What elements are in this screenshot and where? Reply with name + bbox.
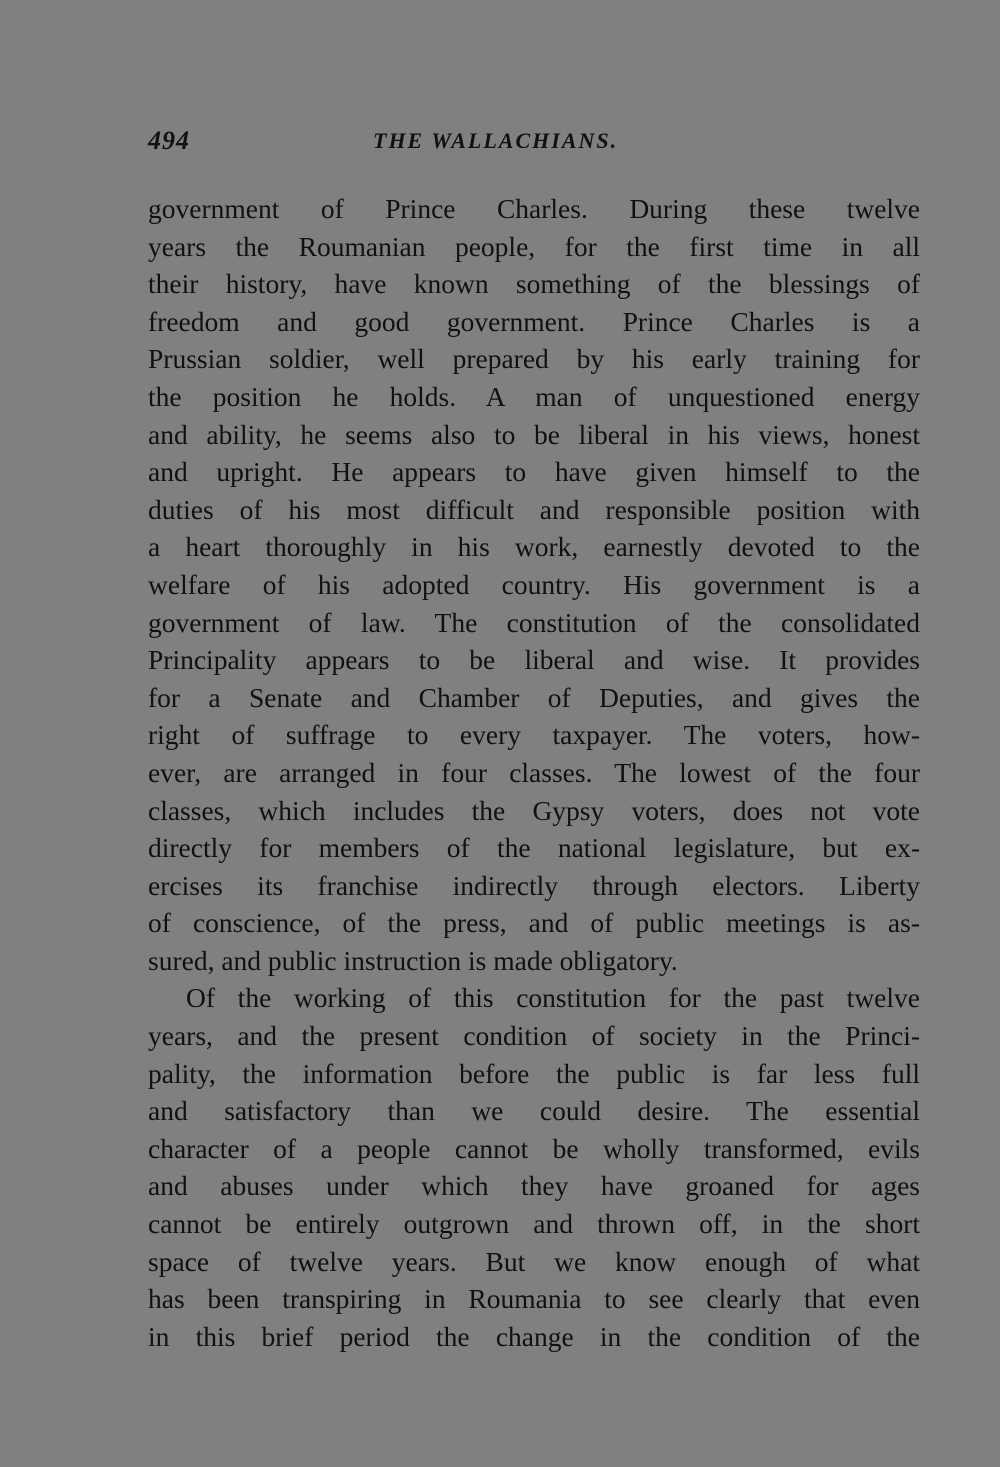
- text-line: welfare of his adopted country. His government is a: [148, 568, 920, 600]
- text-line: years, and the present condition of society in the Princi-: [148, 1020, 920, 1052]
- text-line: and abuses under which they have groaned for ages: [148, 1170, 920, 1202]
- text-line: a heart thoroughly in his work, earnestly devoted to the: [148, 531, 920, 563]
- text-line: right of suffrage to every taxpayer. The voters, how-: [148, 719, 920, 751]
- text-line: classes, which includes the Gypsy voters, does not vote: [148, 794, 920, 826]
- text-line: cannot be entirely outgrown and thrown off, in the short: [148, 1208, 920, 1240]
- text-line: government of law. The constitution of the consolidated: [148, 606, 920, 638]
- text-line: freedom and good government. Prince Charles is a: [148, 305, 920, 337]
- text-line: of conscience, of the press, and of public meetings is as-: [148, 907, 920, 939]
- text-line: sured, and public instruction is made obligatory.: [148, 944, 678, 976]
- text-line: and satisfactory than we could desire. The essential: [148, 1095, 920, 1127]
- running-title: THE WALLACHIANS.: [373, 128, 619, 153]
- text-line: space of twelve years. But we know enough of what: [148, 1245, 920, 1277]
- text-line: pality, the information before the public is far less full: [148, 1057, 920, 1089]
- text-line: for a Senate and Chamber of Deputies, and gives the: [148, 681, 920, 713]
- text-line: ercises its franchise indirectly through electors. Liberty: [148, 869, 920, 901]
- text-line: directly for members of the national legislature, but ex-: [148, 832, 920, 864]
- paragraph-2: [148, 979, 920, 1355]
- running-head: [148, 126, 918, 166]
- text-line: has been transpiring in Roumania to see clearly that even: [148, 1283, 920, 1315]
- text-line: in this brief period the change in the condition of the: [148, 1320, 920, 1352]
- text-line: the position he holds. A man of unquestioned energy: [148, 380, 920, 412]
- text-line: years the Roumanian people, for the first time in all: [148, 230, 920, 262]
- page-number: 494: [148, 126, 190, 155]
- body-text: [148, 190, 920, 1355]
- text-line: Principality appears to be liberal and wise. It provides: [148, 644, 920, 676]
- text-line: Of the working of this constitution for the past twelve: [186, 982, 920, 1014]
- text-line: government of Prince Charles. During these twelve: [148, 193, 920, 224]
- text-line: duties of his most difficult and responsible position with: [148, 493, 920, 525]
- text-line: character of a people cannot be wholly transformed, evils: [148, 1132, 920, 1164]
- text-line: and ability, he seems also to be liberal in his views, honest: [148, 418, 920, 450]
- paragraph-1: [148, 190, 920, 979]
- text-line: and upright. He appears to have given himself to the: [148, 456, 920, 488]
- text-line: ever, are arranged in four classes. The lowest of the four: [148, 756, 920, 788]
- text-line: Prussian soldier, well prepared by his early training for: [148, 343, 920, 375]
- text-line: their history, have known something of the blessings of: [148, 268, 920, 300]
